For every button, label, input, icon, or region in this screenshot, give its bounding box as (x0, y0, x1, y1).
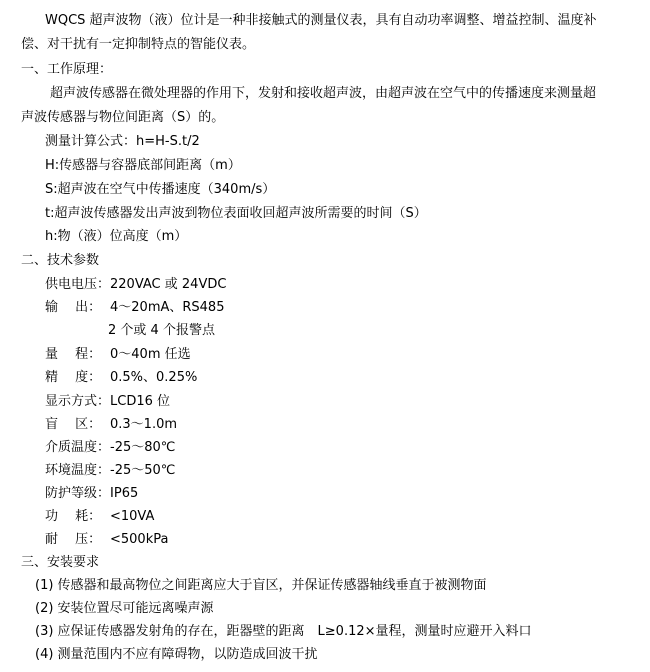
definition-s: S:超声波在空气中传播速度（340m/s） (45, 182, 276, 197)
spec-label: 盲 区： (45, 417, 102, 432)
spec-value: IP65 (110, 486, 139, 501)
definition-h-lower: h:物（液）位高度（m） (45, 229, 188, 244)
principle-para-line-2: 声波传感器与物位间距离（S）的。 (21, 110, 225, 125)
spec-value: LCD16 位 (110, 394, 171, 409)
install-item-3: (3) 应保证传感器发射角的存在，距器壁的距离 L≥0.12×量程，测量时应避开入料口 (35, 624, 532, 639)
spec-label: 量 程： (45, 347, 102, 362)
spec-value: 4～20mA、RS485 (110, 300, 225, 315)
spec-label: 供电电压： (45, 277, 111, 292)
spec-value: -25～50℃ (110, 463, 176, 478)
spec-value: 2 个或 4 个报警点 (108, 323, 215, 338)
spec-value: <10VA (110, 509, 155, 524)
spec-row (45, 299, 224, 317)
spec-label: 显示方式： (45, 394, 111, 409)
intro-line-1: WQCS 超声波物（液）位计是一种非接触式的测量仪表，具有自动功率调整、增益控制、温度补 (45, 13, 597, 28)
spec-value: -25～80℃ (110, 440, 176, 455)
spec-label: 输 出： (45, 300, 102, 315)
spec-value: <500kPa (110, 532, 169, 547)
spec-label: 精 度： (45, 370, 102, 385)
spec-value: 220VAC 或 24VDC (110, 277, 227, 292)
spec-row (45, 531, 168, 549)
formula: 测量计算公式：h=H-S.t/2 (45, 134, 200, 149)
spec-label: 功 耗： (45, 509, 102, 524)
spec-row (108, 322, 215, 340)
spec-label: 介质温度： (45, 440, 111, 455)
spec-row (45, 276, 226, 294)
section-heading-installation: 三、安装要求 (21, 555, 100, 570)
section-heading-specs: 二、技术参数 (21, 253, 100, 268)
definition-t: t:超声波传感器发出声波到物位表面收回超声波所需要的时间（S） (45, 206, 427, 221)
spec-row (45, 485, 138, 503)
spec-value: 0.3～1.0m (110, 417, 178, 432)
spec-label: 环境温度： (45, 463, 111, 478)
definition-h-upper: H:传感器与容器底部间距离（m） (45, 158, 241, 173)
spec-row (45, 393, 170, 411)
spec-label: 耐 压： (45, 532, 102, 547)
spec-value: 0～40m 任选 (110, 347, 191, 362)
spec-row (45, 439, 175, 457)
section-heading-principle: 一、工作原理： (21, 62, 113, 77)
spec-value: 0.5%、0.25% (110, 370, 198, 385)
spec-row (45, 346, 191, 364)
intro-line-2: 偿、对干扰有一定抑制特点的智能仪表。 (21, 37, 256, 52)
install-item-2: (2) 安装位置尽可能远离噪声源 (35, 601, 214, 616)
install-item-1: (1) 传感器和最高物位之间距离应大于盲区，并保证传感器轴线垂直于被测物面 (35, 578, 487, 593)
spec-row (45, 369, 197, 387)
spec-label: 防护等级： (45, 486, 111, 501)
principle-para-line-1: 超声波传感器在微处理器的作用下，发射和接收超声波，由超声波在空气中的传播速度来测量超 (50, 86, 597, 101)
spec-row (45, 416, 177, 434)
install-item-4: (4) 测量范围内不应有障碍物，以防造成回波干扰 (35, 647, 318, 662)
spec-row (45, 462, 175, 480)
spec-row (45, 508, 154, 526)
